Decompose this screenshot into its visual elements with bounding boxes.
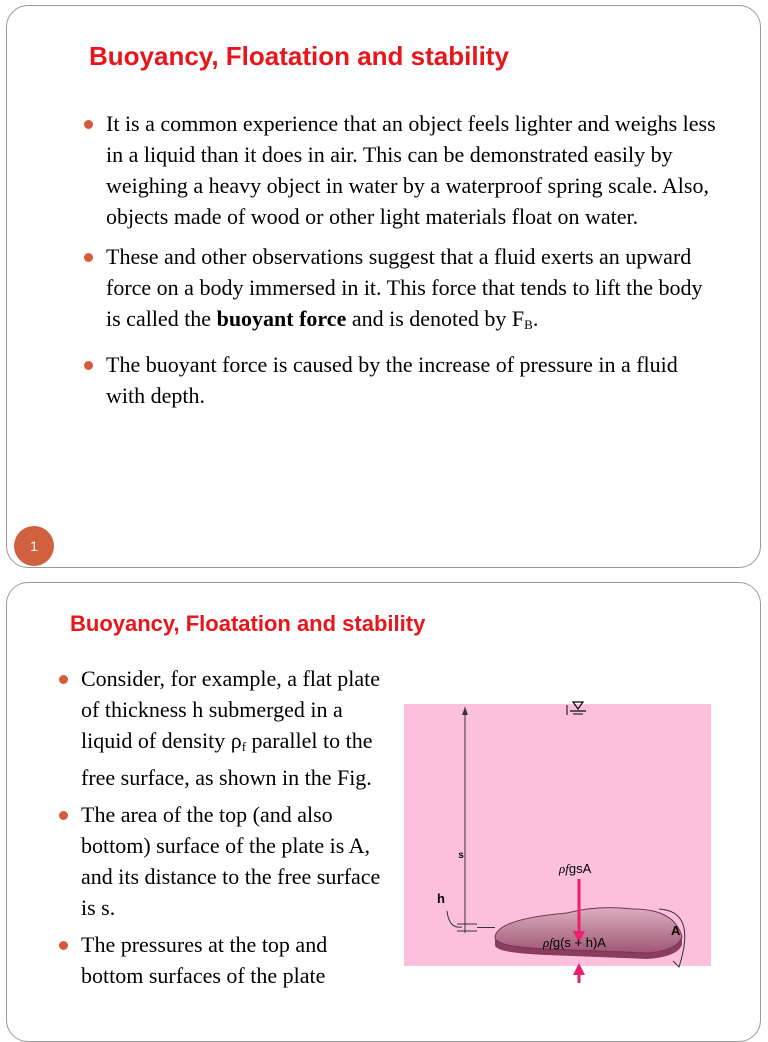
bottom-force-label-layer [397,913,717,953]
bullet-item: The pressures at the top and bottom surfaces of the plate [81,929,386,991]
slide-1-bullet-list [106,108,716,420]
slide-2-title: Buoyancy, Floatation and stability [70,611,426,636]
slide-2-bullet-list [81,663,386,997]
buoyant-force-term: buoyant force [216,306,347,331]
slide-1-title: Buoyancy, Floatation and stability [89,41,509,71]
free-surface-icon [567,702,586,715]
bullet-item: Consider, for example, a flat plate of thickness h submerged in a liquid of density $\rho_f$ parallel to the free surface, as shown in the Fig. [81,663,386,793]
bullet-item: The buoyant force is caused by the increase of pressure in a fluid with depth. [106,349,716,411]
label-h: h [437,891,445,906]
label-s: s [458,850,464,861]
bottom-force-label: ρfg(s + h)A [543,935,606,950]
slide-2 [6,582,761,1042]
depth-dimension-line [457,707,495,933]
bullet-item: It is a common experience that an object feels lighter and weighs less in a liquid than it does in air. This can be demonstrated easily by weighing a heavy object in water by a waterproof spring scale. Also, objects made of wood or other light materials float on water. [106,108,716,232]
slide-1 [6,5,761,568]
bottom-force-arrow [573,963,585,983]
label-A: A [671,923,681,938]
top-force-label: ρfgsA [559,861,592,876]
slide-number-badge: 1 [14,526,54,566]
bullet-item: The area of the top (and also bottom) surface of the plate is A, and its distance to the free surface is s. [81,799,386,923]
bullet-item: These and other observations suggest that a fluid exerts an upward force on a body immersed in it. This force that tends to lift the body is called the buoyant force and is denoted by $F_B$. [106,241,716,340]
